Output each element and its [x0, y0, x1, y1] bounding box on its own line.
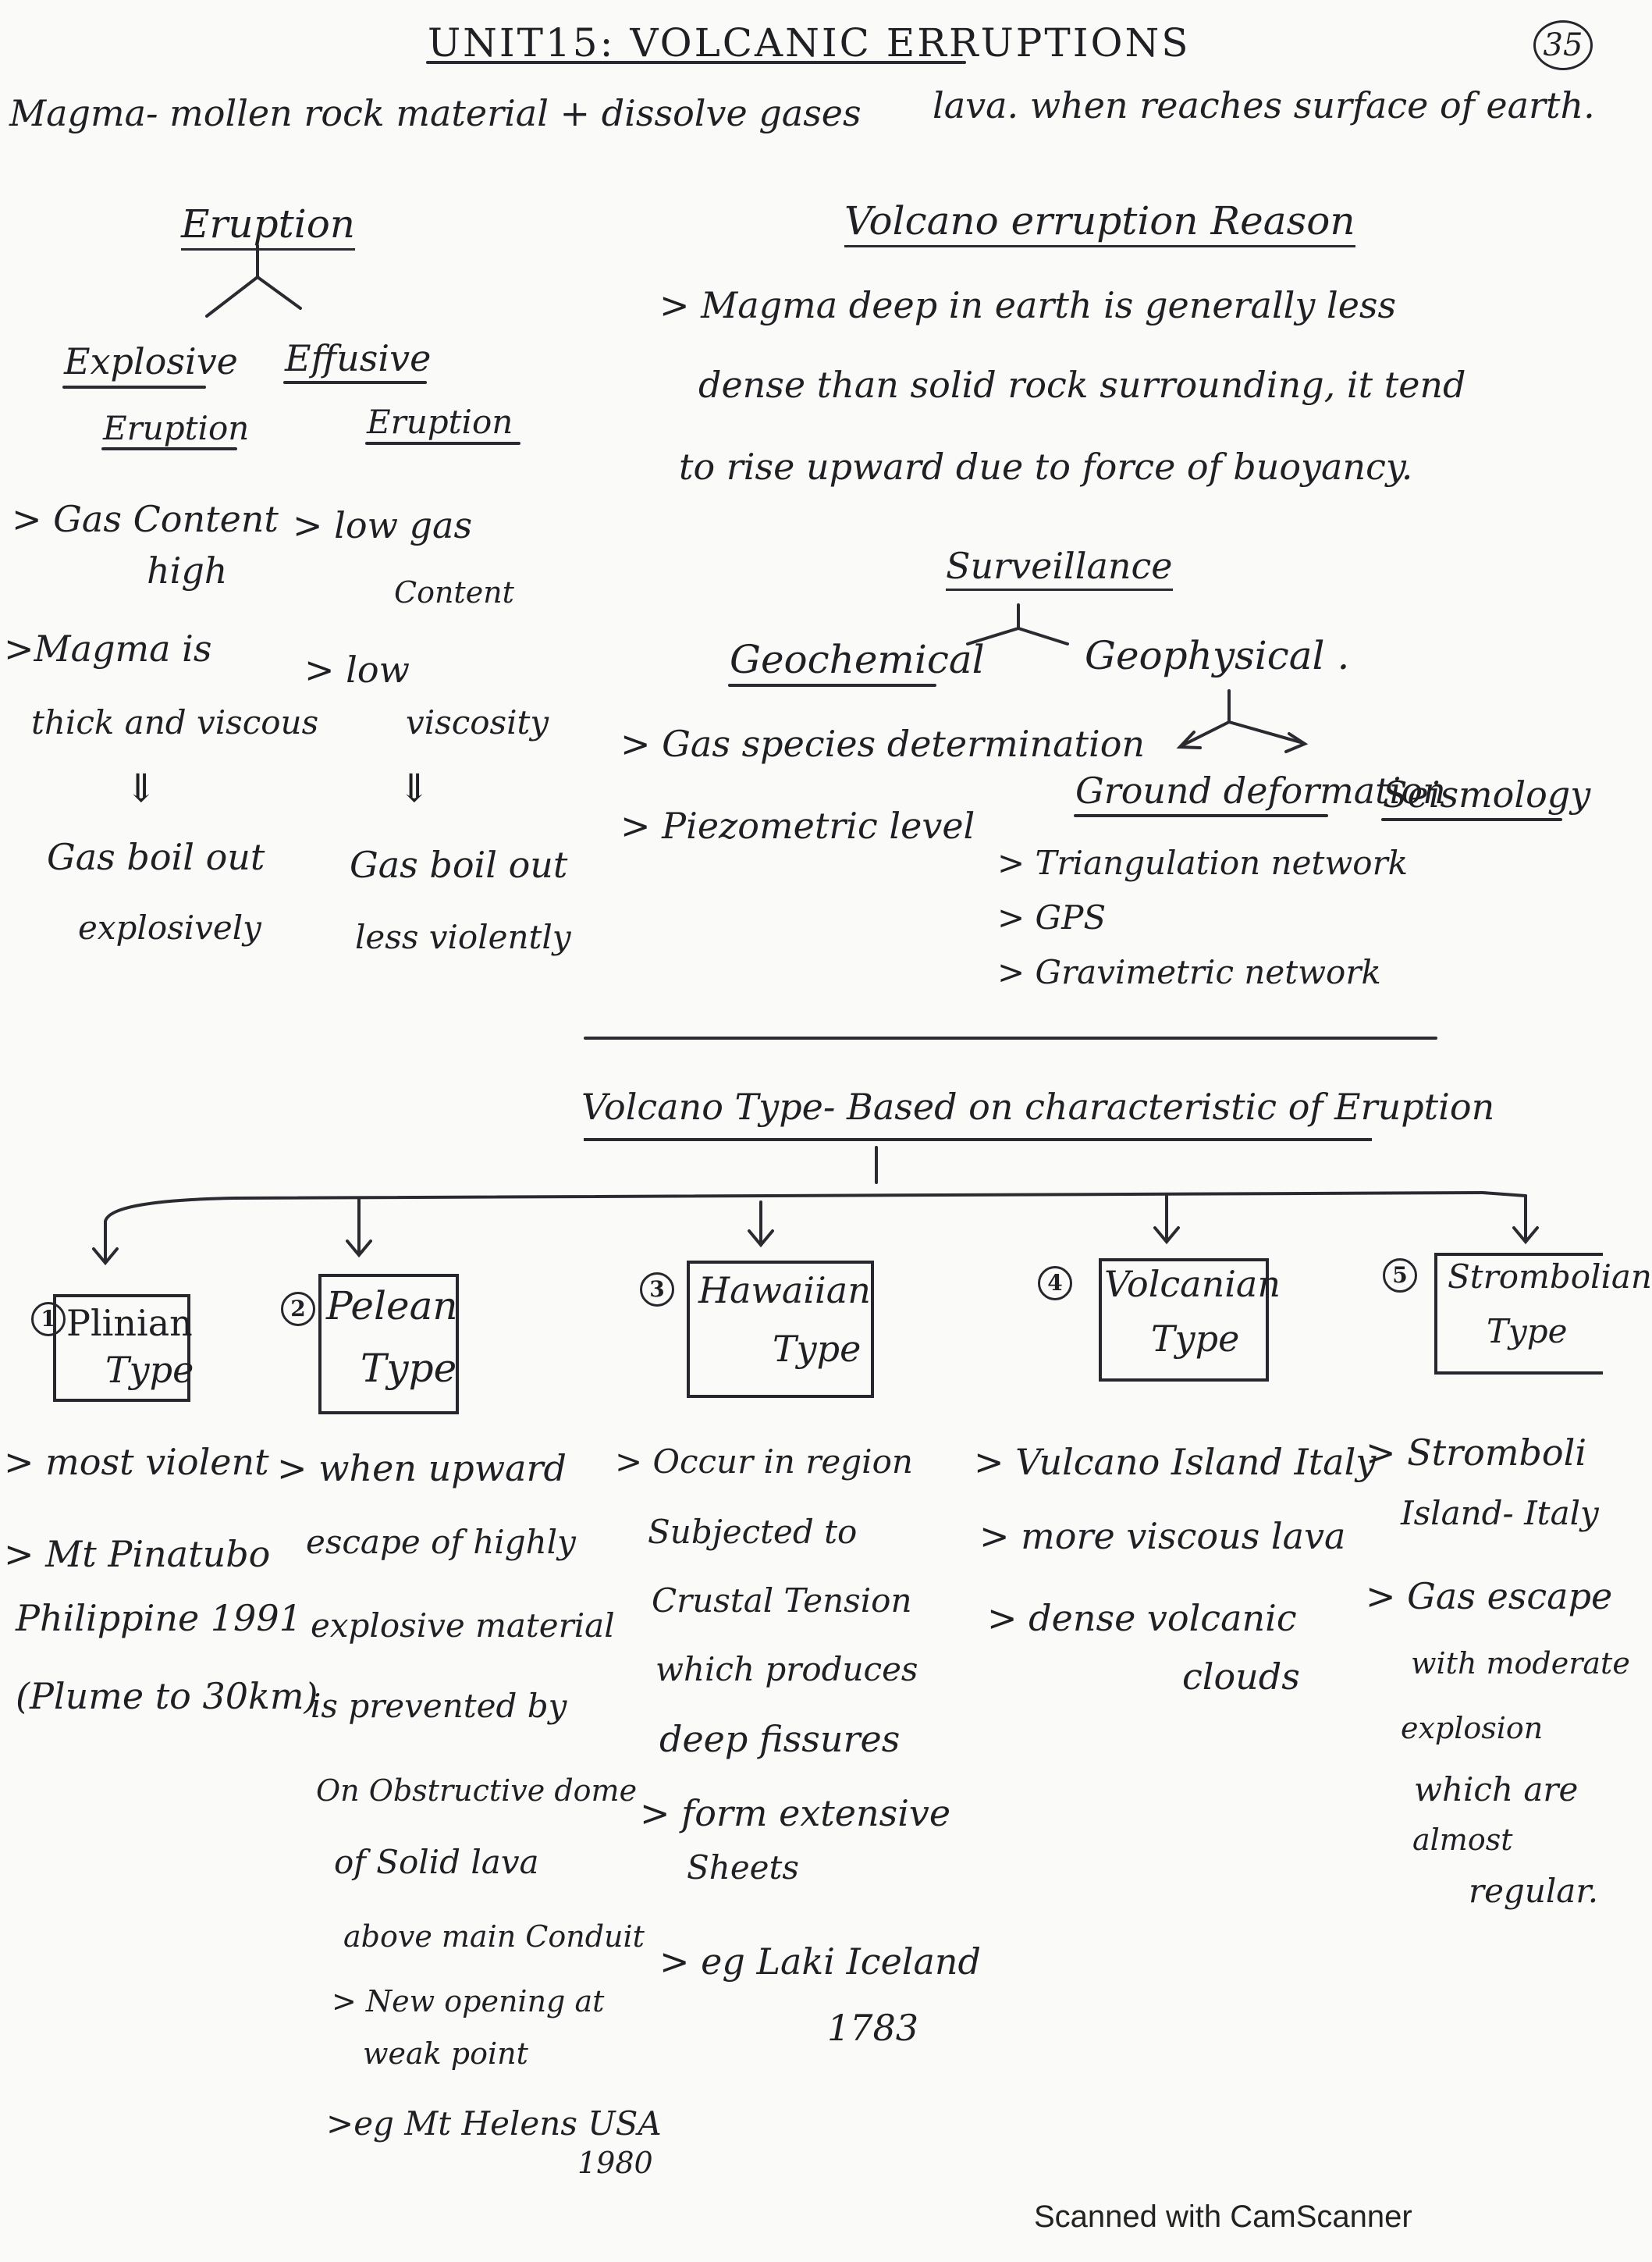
type-4-name: Volcanian	[1104, 1263, 1281, 1305]
type-2-point-11: 1980	[577, 2146, 653, 2180]
type-1-point-4: (Plume to 30km)	[16, 1675, 318, 1717]
effusive-arrow: ⇓	[398, 766, 431, 811]
type-2-point-10: >eg Mt Helens USA	[326, 2104, 662, 2143]
explosive-point-2: >Magma is	[4, 628, 212, 670]
type-3-point-8: > eg Laki Iceland	[659, 1940, 982, 1983]
type-1-point-2: > Mt Pinatubo	[4, 1533, 271, 1575]
type-5-point-3: > Gas escape	[1366, 1575, 1613, 1617]
reason-line-3: to rise upward due to force of buoyancy.	[679, 446, 1413, 488]
type-1-point-3: Philippine 1991	[16, 1597, 302, 1639]
type-2-point-9: weak point	[363, 2036, 528, 2071]
type-4-name-b: Type	[1151, 1318, 1240, 1360]
lava-definition: lava. when reaches surface of earth.	[933, 84, 1595, 126]
volcano-type-heading-underline	[584, 1138, 1372, 1141]
type-4-point-1: > Vulcano Island Italy	[974, 1441, 1377, 1483]
type-3-point-5: deep fissures	[659, 1718, 901, 1760]
type-2-point-1: > when upward	[277, 1447, 567, 1489]
explosive-point-1: > Gas Content	[12, 498, 279, 540]
type-3-name: Hawaiian	[698, 1269, 871, 1311]
surveillance-branch-right	[1018, 628, 1068, 644]
type-2-name: Pelean	[326, 1283, 458, 1328]
explosive-title: Explosive	[64, 340, 238, 382]
type-5-name: Strombolian	[1448, 1257, 1652, 1296]
eruption-branch-right	[258, 277, 300, 308]
type-3-point-3: Crustal Tension	[652, 1581, 912, 1620]
type-1-point-1: > most violent	[4, 1441, 269, 1483]
effusive-point-2b: viscosity	[406, 703, 549, 742]
type-1-name-b: Type	[105, 1349, 194, 1391]
type-2-point-8: > New opening at	[332, 1984, 605, 2018]
explosive-point-1b: high	[147, 549, 228, 592]
type-2-number: 2	[281, 1292, 315, 1326]
type-3-point-9: 1783	[827, 2007, 919, 2049]
type-3-name-b: Type	[773, 1328, 862, 1370]
type-5-point-2: Island- Italy	[1401, 1494, 1599, 1532]
explosive-arrow: ⇓	[125, 766, 158, 811]
type-5-point-7: almost	[1412, 1823, 1513, 1857]
effusive-title: Effusive	[285, 337, 432, 379]
magma-definition: Magma- mollen rock material + dissolve gases	[9, 92, 862, 134]
type-2-name-b: Type	[361, 1346, 457, 1391]
type-5-point-4: with moderate	[1411, 1646, 1630, 1680]
explosive-subtitle: Eruption	[103, 409, 250, 447]
type-5-point-8: regular.	[1469, 1872, 1599, 1910]
arrowhead-right	[1286, 734, 1305, 752]
ground-deformation-point-3: > Gravimetric network	[997, 953, 1381, 991]
geochemical-point-2: > Piezometric level	[620, 805, 975, 847]
type-1-name: Plinian	[66, 1302, 193, 1344]
type-2-point-2: escape of highly	[306, 1523, 576, 1561]
effusive-point-3b: less violently	[355, 918, 571, 956]
type-2-point-3: explosive material	[311, 1606, 615, 1645]
geochemical-point-1: > Gas species determination	[620, 723, 1146, 765]
type-2-point-7: above main Conduit	[343, 1919, 645, 1954]
type-4-point-2: > more viscous lava	[979, 1515, 1346, 1557]
effusive-subtitle: Eruption	[367, 403, 513, 441]
type-5-number: 5	[1383, 1258, 1417, 1293]
type-tree-bar	[105, 1193, 1483, 1222]
type-5-point-5: explosion	[1401, 1711, 1544, 1745]
type-3-point-4: which produces	[655, 1650, 918, 1688]
geophysical-branch-left	[1182, 722, 1229, 745]
type-3-number: 3	[640, 1272, 674, 1307]
type-4-number: 4	[1038, 1266, 1072, 1300]
explosive-point-3b: explosively	[78, 909, 261, 947]
page-number: 35	[1533, 20, 1593, 70]
explosive-point-3: Gas boil out	[47, 836, 265, 878]
type-3-point-7: Sheets	[687, 1848, 799, 1887]
effusive-point-1: > low gas	[293, 504, 473, 546]
explosive-point-2b: thick and viscous	[31, 703, 319, 742]
volcano-type-heading: Volcano Type- Based on characteristic of Eruption	[581, 1086, 1495, 1128]
ground-deformation-title: Ground deformation	[1075, 770, 1446, 812]
type-5-point-1: > Stromboli	[1366, 1432, 1587, 1474]
ground-deformation-point-1: > Triangulation network	[997, 844, 1409, 882]
type-5-name-b: Type	[1487, 1312, 1568, 1350]
type-4-point-4: clouds	[1182, 1656, 1300, 1698]
effusive-point-3: Gas boil out	[350, 844, 568, 886]
reason-heading: Volcano erruption Reason	[844, 201, 1355, 247]
eruption-branch-left	[207, 277, 258, 316]
geophysical-branch-right	[1229, 722, 1303, 743]
effusive-point-1b: Content	[394, 575, 514, 610]
surveillance-heading: Surveillance	[946, 548, 1173, 591]
eruption-heading: Eruption	[181, 205, 355, 251]
type-1-number: 1	[31, 1302, 66, 1336]
effusive-point-2: > low	[304, 649, 410, 691]
type-tree-bar-end	[1483, 1193, 1526, 1196]
scanner-watermark: Scanned with CamScanner	[1034, 2200, 1412, 2234]
type-4-point-3: > dense volcanic	[987, 1597, 1297, 1639]
type-3-point-1: > Occur in region	[615, 1442, 913, 1481]
type-2-point-4: is prevented by	[311, 1687, 567, 1725]
type-2-point-5: On Obstructive dome	[316, 1773, 638, 1808]
type-2-point-6: of Solid lava	[334, 1843, 539, 1881]
reason-line-1: > Magma deep in earth is generally less	[659, 284, 1397, 326]
geophysical-title: Geophysical .	[1085, 633, 1350, 678]
page-title: UNIT15: VOLCANIC ERRUPTIONS	[428, 20, 1191, 66]
geochemical-title: Geochemical	[730, 637, 985, 682]
type-5-point-6: which are	[1414, 1770, 1579, 1809]
type-3-point-6: > form extensive	[640, 1792, 951, 1834]
type-3-point-2: Subjected to	[648, 1513, 858, 1551]
ground-deformation-point-2: > GPS	[997, 898, 1107, 937]
reason-line-2: dense than solid rock surrounding, it tend	[698, 364, 1466, 406]
seismology-title: Seismology	[1383, 774, 1591, 816]
